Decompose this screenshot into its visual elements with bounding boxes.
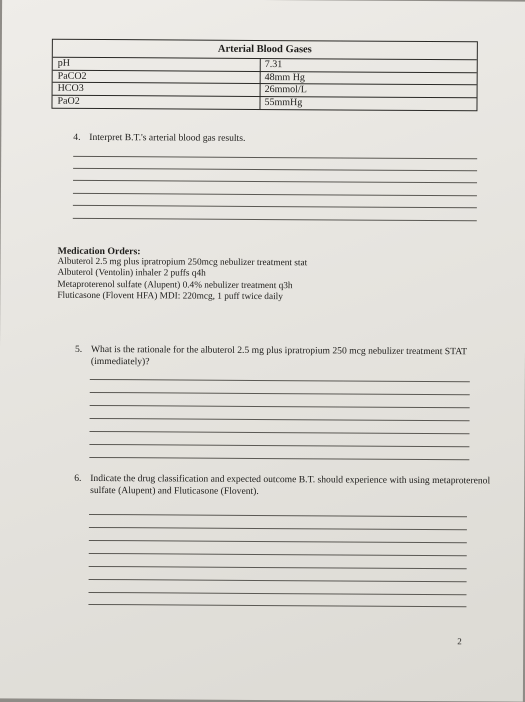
answer-line[interactable] (90, 392, 470, 395)
question-number: 6. (74, 472, 82, 484)
answer-line[interactable] (89, 527, 467, 530)
answer-line[interactable] (73, 193, 477, 196)
abg-table (51, 39, 477, 112)
question-text: Interpret B.T.'s arterial blood gas results. (89, 131, 246, 144)
answer-line[interactable] (90, 418, 470, 421)
medication-order-item: Metaproterenol sulfate (Alupent) 0.4% nebulizer treatment q3h (57, 279, 293, 291)
abg-row (52, 95, 476, 110)
answer-line[interactable] (73, 168, 477, 171)
answer-line[interactable] (73, 205, 477, 208)
abg-table-title: Arterial Blood Gases (53, 40, 477, 61)
answer-line[interactable] (89, 579, 467, 582)
answer-line[interactable] (89, 514, 467, 517)
question-number: 5. (74, 343, 83, 355)
answer-line[interactable] (90, 405, 470, 408)
abg-parameter: pH (57, 57, 71, 69)
answer-line[interactable] (88, 604, 466, 607)
abg-value: 48mm Hg (264, 71, 305, 83)
answer-line[interactable] (89, 553, 467, 556)
page-number: 2 (457, 636, 462, 647)
answer-line[interactable] (89, 444, 469, 447)
medication-order-item: Fluticasone (Flovent HFA) MDI: 220mcg, 1 puff twice daily (57, 290, 283, 302)
question-text: Indicate the drug classification and expected outcome B.T. should experience with using metaproterenol sulfate (Alupent) and Fluticasone (Flovent). (90, 472, 491, 497)
abg-value: 26mmol/L (264, 84, 307, 96)
answer-line[interactable] (73, 156, 477, 159)
answer-line[interactable] (89, 540, 467, 543)
answer-line[interactable] (73, 218, 477, 221)
answer-line[interactable] (89, 592, 467, 595)
answer-line[interactable] (89, 431, 469, 434)
medication-orders (57, 246, 437, 304)
abg-parameter: PaCO2 (57, 70, 87, 82)
abg-value: 7.31 (264, 59, 283, 71)
medication-orders-heading: Medication Orders: (57, 245, 141, 258)
question-text: What is the rationale for the albuterol 2.5 mg plus ipratropium 250 mcg nebulizer treatment STAT (immediately)? (90, 343, 467, 368)
answer-line[interactable] (89, 566, 467, 569)
medication-order-item: Albuterol (Ventolin) inhaler 2 puffs q4h (57, 268, 206, 280)
question-number: 4. (73, 131, 81, 143)
abg-parameter: HCO3 (57, 83, 84, 95)
answer-line[interactable] (73, 180, 477, 183)
answer-line[interactable] (89, 457, 469, 460)
abg-parameter: PaO2 (57, 95, 80, 107)
medication-order-item: Albuterol 2.5 mg plus ipratropium 250mcg nebulizer treatment stat (57, 256, 308, 269)
abg-value: 55mmHg (264, 97, 303, 109)
answer-line[interactable] (90, 379, 470, 382)
